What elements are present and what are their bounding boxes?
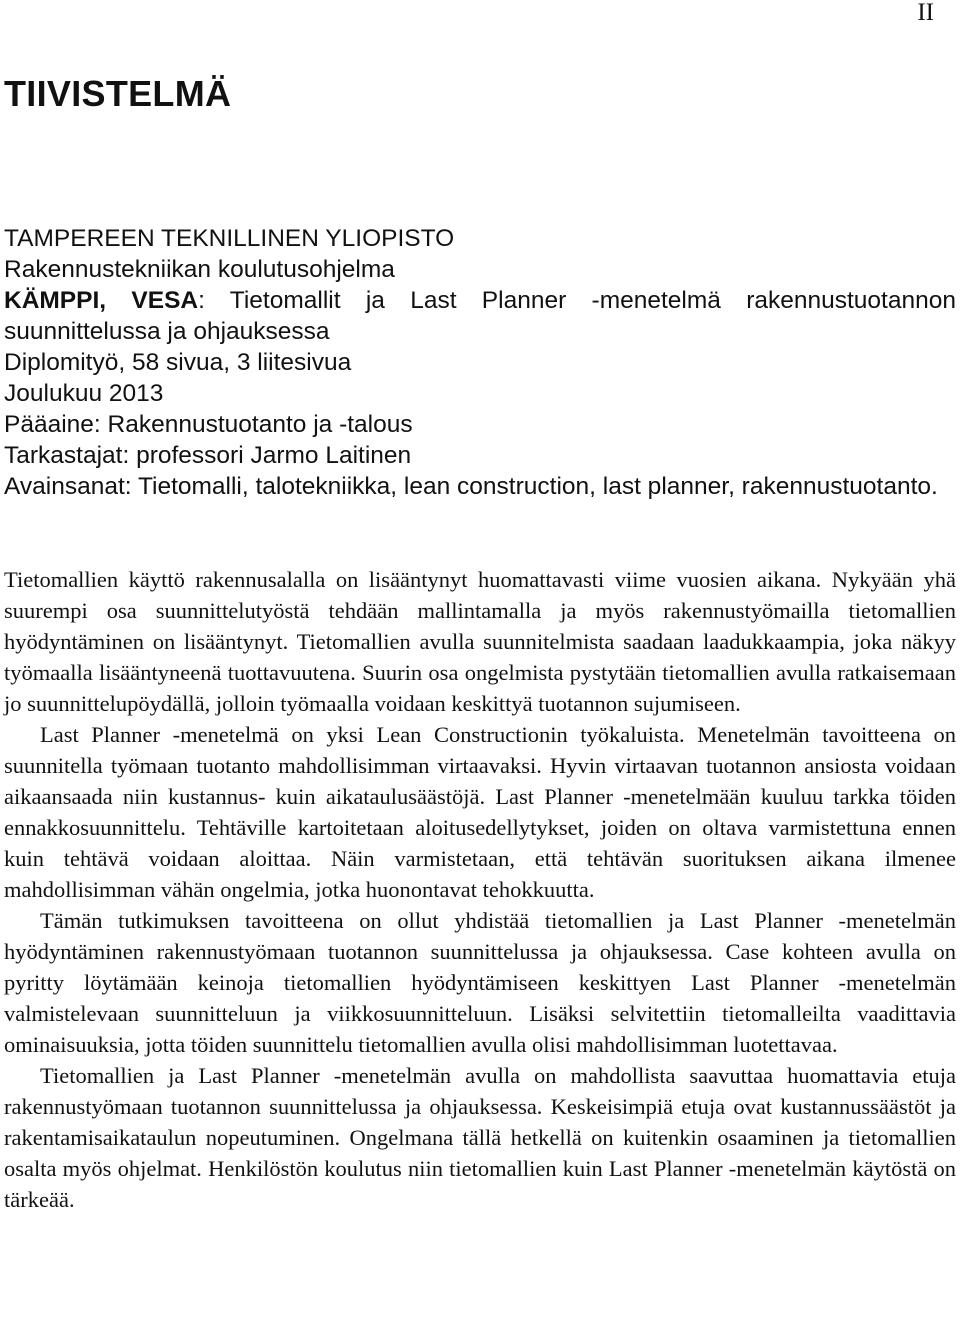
- thesis-metadata: [4, 223, 956, 502]
- abstract-paragraph-3: Tämän tutkimuksen tavoitteena on ollut yhdistää tietomallien ja Last Planner -menetelmän hyödyntäminen rakennustyömaan tuotannon suunnittelussa ja ohjauksessa. Case kohteen avulla on pyritty löytämään keinoja tietomallien hyödyntämiseen keskittyen Last Planner -menetelmän valmistelevaan suunnitteluun ja viikkosuunnitteluun. Lisäksi selvitettiin tietomalleilta vaadittavia ominaisuuksia, jotta töiden suunnittelu tietomallien avulla olisi mahdollisimman luotettavaa.: [4, 908, 956, 1057]
- page-number: II: [917, 0, 934, 26]
- keywords: Avainsanat: Tietomalli, talotekniikka, lean construction, last planner, rakennustuotanto.: [4, 473, 938, 500]
- page-title: TIIVISTELMÄ: [4, 73, 232, 114]
- degree-programme: Rakennustekniikan koulutusohjelma: [4, 256, 395, 283]
- university-name: TAMPEREEN TEKNILLINEN YLIOPISTO: [4, 225, 455, 252]
- major-subject: Pääaine: Rakennustuotanto ja -talous: [4, 411, 413, 438]
- abstract-body: [4, 564, 956, 1215]
- abstract-paragraph-2: Last Planner -menetelmä on yksi Lean Constructionin työkaluista. Menetelmän tavoitteena on suunnitella työmaan tuotanto mahdollisimman virtaavaksi. Hyvin virtaavan tuotannon ansiosta voidaan aikaansaada niin kustannus- kuin aikataulusäästöjä. Last Planner -menetelmään kuuluu tarkka töiden ennakkosuunnittelu. Tehtäville kartoitetaan aloitusedellytykset, joiden on oltava varmistettuna ennen kuin tehtävä voidaan aloittaa. Näin varmistetaan, että tehtävän suorituksen aikana ilmenee mahdollisimman vähän ongelmia, jotka huonontavat tehokkuutta.: [4, 722, 956, 902]
- examiners: Tarkastajat: professori Jarmo Laitinen: [4, 442, 412, 469]
- author-name: KÄMPPI, VESA: [4, 287, 199, 314]
- thesis-info: Diplomityö, 58 sivua, 3 liitesivua: [4, 349, 352, 376]
- abstract-paragraph-4: Tietomallien ja Last Planner -menetelmän avulla on mahdollista saavuttaa huomattavia etuja rakennustyömaan tuotannon suunnittelussa ja ohjauksessa. Keskeisimpiä etuja ovat kustannussäästöt ja rakentamisaikataulun nopeutuminen. Ongelmana tällä hetkellä on kuitenkin osaaminen ja tietomallien osalta myös ohjelmat. Henkilöstön koulutus niin tietomallien kuin Last Planner -menetelmän käytöstä on tärkeää.: [4, 1063, 956, 1212]
- thesis-date: Joulukuu 2013: [4, 380, 164, 407]
- thesis-title: : Tietomallit ja Last Planner -menetelmä rakennustuotannon suunnittelussa ja ohjauksessa: [4, 287, 956, 345]
- author-and-title: [4, 285, 956, 347]
- abstract-paragraph-1: Tietomallien käyttö rakennusalalla on lisääntynyt huomattavasti viime vuosien aikana. Nykyään yhä suurempi osa suunnittelutyöstä tehdään mallintamalla ja myös rakennustyömailla tietomallien hyödyntäminen on lisääntynyt. Tietomallien avulla suunnitelmista saadaan laadukkaampia, joka näkyy työmaalla lisääntyneenä tuottavuutena. Suurin osa ongelmista pystytään tietomallien avulla ratkaisemaan jo suunnittelupöydällä, jolloin työmaalla voidaan keskittyä tuotannon sujumiseen.: [4, 567, 956, 716]
